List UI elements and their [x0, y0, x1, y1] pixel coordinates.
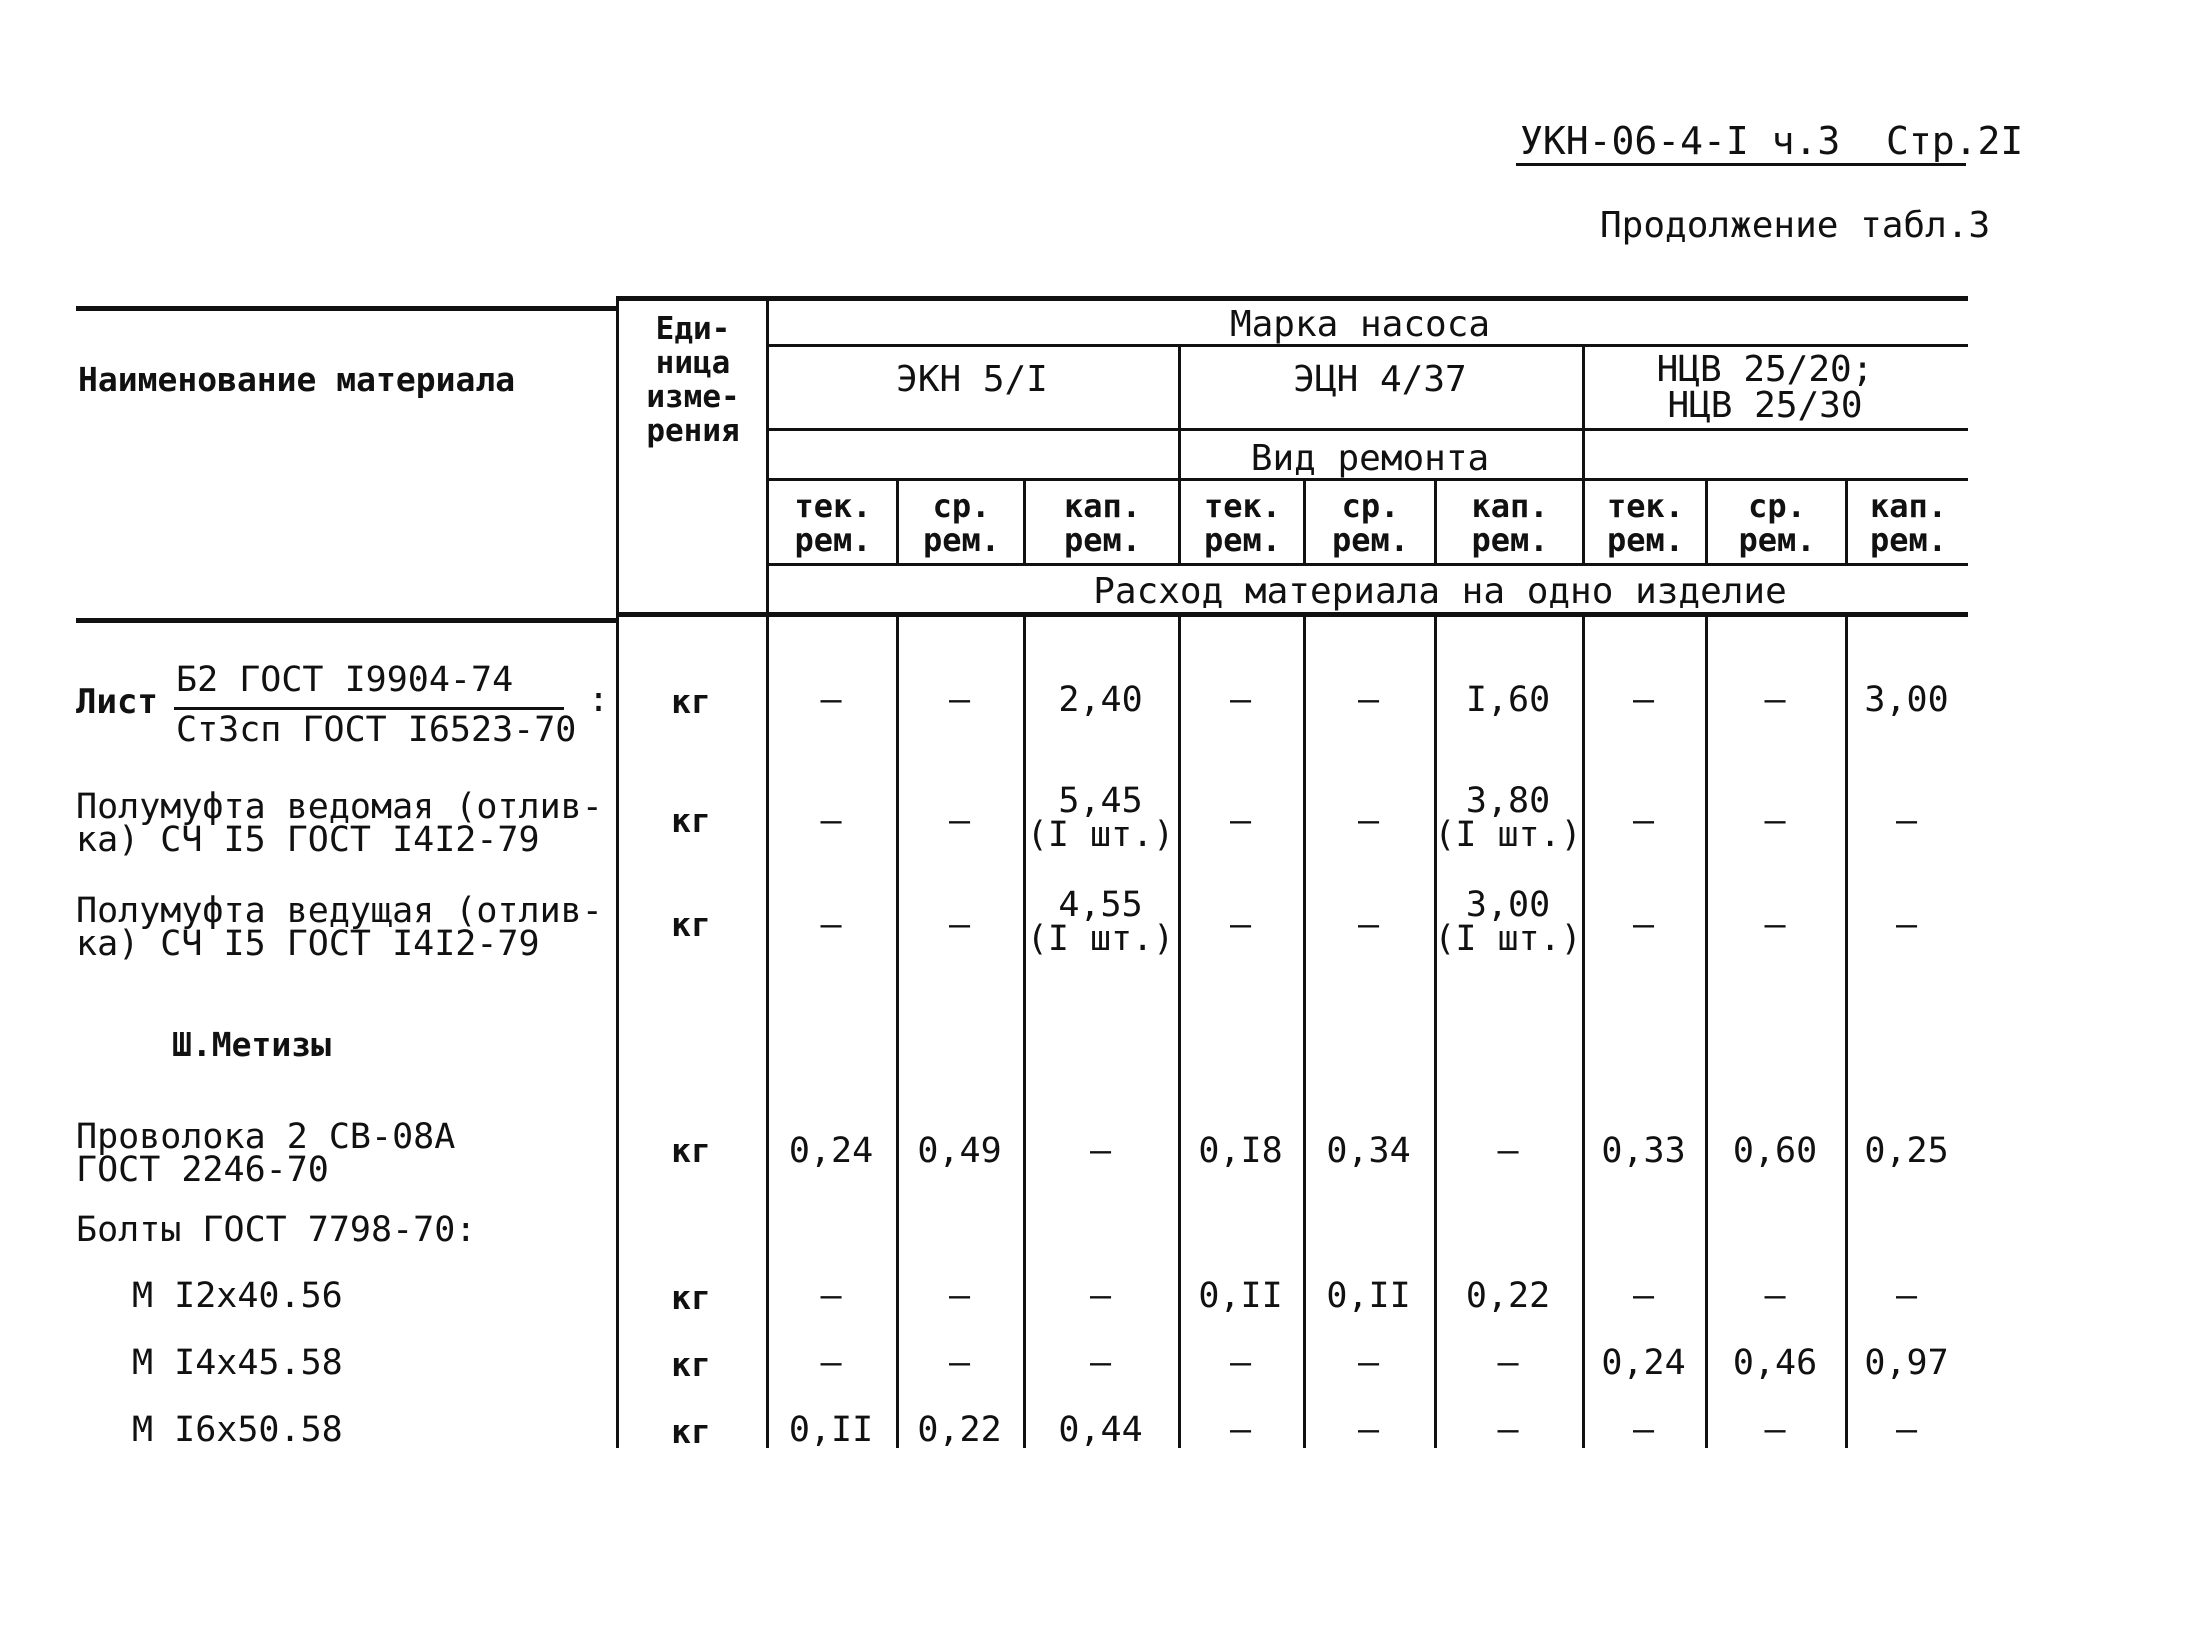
value-cell: – [1895, 801, 1918, 841]
value-cell: – [948, 1276, 971, 1316]
unit-header-line: рения [646, 413, 740, 449]
value-cell: – [948, 680, 971, 720]
value-cell: (I шт.) [1026, 919, 1175, 959]
pump-separator-1 [1178, 344, 1181, 478]
value-cell: – [1357, 905, 1380, 945]
repair-type-label [1853, 489, 1964, 557]
value-cell: 0,22 [1465, 1276, 1551, 1316]
repair-type-label [1442, 489, 1578, 557]
value-cell: 0,II [1326, 1276, 1411, 1316]
repair-type-separator [1845, 478, 1848, 563]
value-cell: 0,34 [1326, 1131, 1411, 1171]
repair-type-label [1590, 489, 1701, 557]
repair-type-label [774, 489, 892, 557]
header-bottom-rule-left [76, 618, 616, 623]
unit-header-line: ница [655, 345, 731, 381]
value-cell: I,60 [1465, 680, 1551, 720]
column-header-material-name: Наименование материала [78, 360, 516, 399]
section-title: Ш.Метизы [172, 1025, 331, 1064]
value-cell: – [1764, 905, 1786, 945]
value-cell: 0,II [788, 1410, 874, 1450]
fraction-numerator: Б2 ГОСТ I9904-74 [176, 660, 514, 700]
value-cell: – [1357, 1410, 1380, 1450]
repair-type-label [1713, 489, 1841, 557]
repair-type-label [904, 489, 1019, 557]
unit-cell: кг [671, 801, 711, 840]
value-cell: – [1229, 801, 1252, 841]
value-cell: 2,40 [1058, 680, 1143, 720]
value-cell: – [1497, 1131, 1519, 1171]
data-column-rule [1845, 612, 1848, 1448]
repair-type-line: ср. [1341, 487, 1400, 525]
repair-type-line: тек. [794, 487, 872, 525]
value-cell: – [948, 1343, 971, 1383]
data-column-rule [1582, 612, 1585, 1448]
repair-type-separator [1023, 478, 1026, 563]
repair-type-line: рем. [794, 521, 872, 559]
repair-type-line: кап. [1869, 487, 1948, 525]
pump-names-rule [766, 428, 1968, 431]
repair-type-separator [1434, 478, 1437, 563]
unit-cell: кг [671, 1131, 711, 1170]
value-cell: – [820, 801, 842, 841]
fraction-suffix: : [588, 680, 610, 720]
pump-brand-line: НЦВ 25/20; [1656, 349, 1874, 390]
value-cell: 0,44 [1058, 1410, 1143, 1450]
material-name-line: Полумуфта ведомая (отлив- [76, 787, 603, 827]
value-cell: 0,24 [788, 1131, 874, 1171]
value-cell: – [1632, 905, 1655, 945]
value-cell: 0,22 [917, 1410, 1002, 1450]
unit-cell: кг [671, 682, 711, 721]
value-cell: – [1497, 1343, 1519, 1383]
value-cell: 0,33 [1601, 1131, 1686, 1171]
value-cell: – [1895, 1410, 1918, 1450]
value-cell: – [1632, 680, 1655, 720]
value-cell: – [820, 1343, 842, 1383]
value-cell: 3,00 [1864, 680, 1949, 720]
repair-type-separator [1582, 478, 1585, 563]
value-cell: 5,45 [1058, 781, 1143, 821]
value-cell: 0,I8 [1198, 1131, 1283, 1171]
unit-cell: кг [671, 1412, 711, 1451]
value-cell: – [1764, 680, 1786, 720]
unit-column-left-rule [616, 298, 619, 1448]
value-cell: – [1089, 1276, 1112, 1316]
value-cell: – [1089, 1131, 1112, 1171]
value-cell: 0,II [1198, 1276, 1283, 1316]
material-name-line: Полумуфта ведущая (отлив- [76, 891, 603, 931]
repair-type-line: рем. [1331, 521, 1410, 559]
consumption-header: Расход материала на одно изделие [1093, 571, 1787, 612]
material-name-line: ГОСТ 2246-70 [76, 1150, 329, 1190]
repair-type-line: тек. [1606, 487, 1685, 525]
value-cell: – [1895, 905, 1918, 945]
value-cell: – [948, 801, 971, 841]
value-cell: 4,55 [1058, 885, 1143, 925]
repair-type-separator [896, 478, 899, 563]
data-column-rule [1705, 612, 1708, 1448]
material-name-line: М I2х40.56 [132, 1276, 343, 1316]
table-continuation-label: Продолжение табл.3 [1600, 205, 1991, 246]
pump-brand-name [822, 359, 1122, 400]
value-cell: 0,46 [1732, 1343, 1818, 1383]
value-cell: 0,97 [1864, 1343, 1949, 1383]
value-cell: (I шт.) [1434, 919, 1582, 959]
value-cell: – [820, 680, 842, 720]
value-cell: – [1357, 680, 1380, 720]
repair-type-line: рем. [1738, 521, 1816, 559]
value-cell: 3,00 [1465, 885, 1551, 925]
data-column-rule [1303, 612, 1306, 1448]
material-name-line: ка) СЧ I5 ГОСТ I4I2-79 [76, 820, 540, 860]
repair-type-line: ср. [1748, 487, 1806, 525]
repair-type-line: кап. [1471, 487, 1549, 525]
value-cell: – [1229, 680, 1252, 720]
unit-column-right-rule [766, 298, 769, 1448]
repair-type-separator [1705, 478, 1708, 563]
value-cell: – [1764, 1410, 1786, 1450]
repair-type-label [1186, 489, 1299, 557]
value-cell: 0,60 [1732, 1131, 1818, 1171]
repair-type-line: кап. [1063, 487, 1142, 525]
repair-type-label [1311, 489, 1430, 557]
table-top-rule-left [76, 306, 616, 311]
value-cell: 0,25 [1864, 1131, 1949, 1171]
value-cell: – [1089, 1343, 1112, 1383]
data-column-rule [1178, 612, 1181, 1448]
unit-cell: кг [671, 1278, 711, 1317]
value-cell: (I шт.) [1434, 815, 1582, 855]
value-cell: – [1229, 1343, 1252, 1383]
pump-brand-name [1615, 349, 1915, 426]
repair-type-line: рем. [922, 521, 1001, 559]
value-cell: – [820, 1276, 842, 1316]
header-bottom-rule-right [616, 612, 1968, 617]
document-code-underline [1516, 163, 1966, 166]
value-cell: – [820, 905, 842, 945]
value-cell: 0,49 [917, 1131, 1002, 1171]
value-cell: – [1764, 1276, 1786, 1316]
value-cell: – [1229, 905, 1252, 945]
pump-brand-name [1230, 359, 1530, 400]
repair-type-separator [1178, 478, 1181, 563]
repair-type-line: рем. [1606, 521, 1685, 559]
value-cell: 3,80 [1465, 781, 1551, 821]
value-cell: – [1497, 1410, 1519, 1450]
repair-type-line: тек. [1203, 487, 1282, 525]
value-cell: – [1357, 801, 1380, 841]
pump-separator-2 [1582, 344, 1585, 478]
repair-types-bottom-rule [766, 563, 1968, 566]
repair-type-line: рем. [1063, 521, 1142, 559]
material-name-line: ка) СЧ I5 ГОСТ I4I2-79 [76, 924, 540, 964]
column-header-unit [618, 312, 768, 448]
table-top-rule-right [616, 296, 1968, 301]
value-cell: – [1632, 1410, 1655, 1450]
repair-type-line: рем. [1471, 521, 1549, 559]
value-cell: 0,24 [1601, 1343, 1686, 1383]
material-group-name: Болты ГОСТ 7798-70: [76, 1210, 477, 1250]
data-column-rule [896, 612, 899, 1448]
unit-header-line: Еди- [655, 311, 731, 347]
pump-brand-line: НЦВ 25/30 [1667, 385, 1863, 426]
repair-type-line: рем. [1869, 521, 1948, 559]
value-cell: – [1632, 1276, 1655, 1316]
repair-type-separator [1303, 478, 1306, 563]
pump-brand-line: ЭЦН 4/37 [1293, 359, 1467, 400]
data-column-rule [1023, 612, 1026, 1448]
repair-type-line: рем. [1203, 521, 1282, 559]
value-cell: – [1229, 1410, 1252, 1450]
material-name-line: М I4х45.58 [132, 1343, 343, 1383]
unit-header-line: изме- [646, 379, 740, 415]
group-header-pump-brand: Марка насоса [1229, 304, 1491, 345]
material-name-line: Проволока 2 СВ-08А [76, 1117, 456, 1157]
material-name-prefix: Лист [76, 682, 158, 722]
value-cell: – [1764, 801, 1786, 841]
repair-type-label [1031, 489, 1174, 557]
unit-cell: кг [671, 1345, 711, 1384]
fraction-denominator: Ст3сп ГОСТ I6523-70 [176, 710, 577, 750]
value-cell: – [1895, 1276, 1918, 1316]
group-header-repair-type: Вид ремонта [1250, 438, 1490, 479]
document-code: УКН-06-4-I ч.3 Стр.2I [1520, 119, 2024, 163]
value-cell: – [948, 905, 971, 945]
value-cell: – [1357, 1343, 1380, 1383]
material-name-line: М I6х50.58 [132, 1410, 343, 1450]
value-cell: (I шт.) [1026, 815, 1175, 855]
repair-type-line: ср. [932, 487, 991, 525]
value-cell: – [1632, 801, 1655, 841]
data-column-rule [1434, 612, 1437, 1448]
pump-brand-line: ЭКН 5/I [896, 359, 1048, 400]
unit-cell: кг [671, 905, 711, 944]
